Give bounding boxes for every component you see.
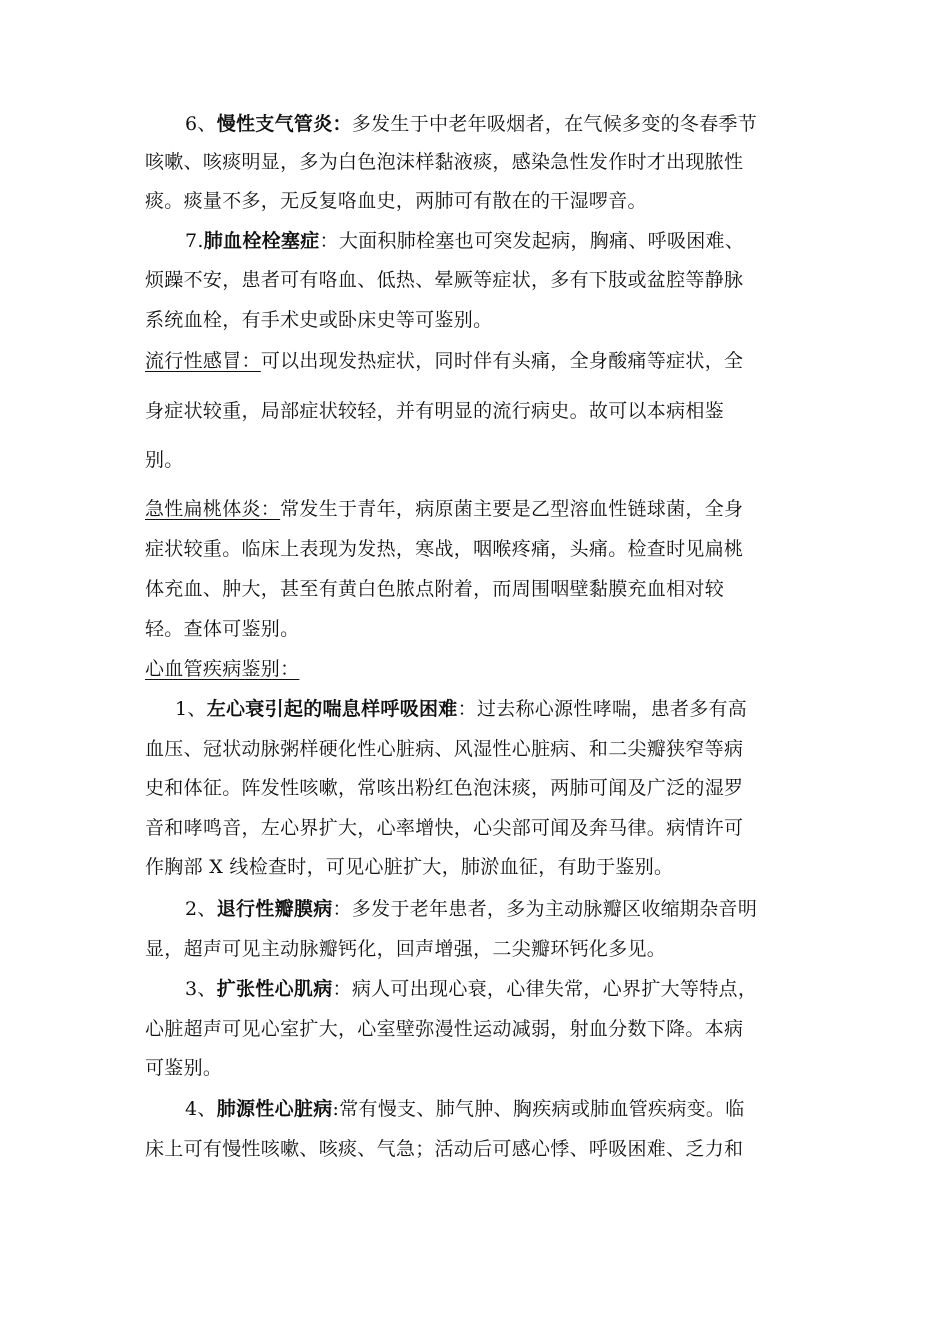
paragraph-pulmonary-heart-disease-line1 bbox=[185, 1097, 745, 1121]
item-text: 多发生于中老年吸烟者，在气候多变的冬春季节 bbox=[351, 113, 758, 135]
paragraph-degenerative-valve-line1 bbox=[185, 897, 757, 921]
paragraph-pulmonary-heart-disease-line2: 床上可有慢性咳嗽、咳痰、气急；活动后可感心悸、呼吸困难、乏力和 bbox=[145, 1138, 744, 1160]
item-text: ：过去称心源性哮喘，患者多有高 bbox=[457, 698, 748, 720]
paragraph-dilated-cardiomyopathy-line2: 心脏超声可见心室扩大，心室壁弥漫性运动减弱，射血分数下降。本病 bbox=[145, 1018, 744, 1040]
item-number: 2、 bbox=[185, 898, 217, 920]
item-title: 流行性感冒： bbox=[145, 350, 261, 372]
paragraph-dilated-cardiomyopathy-line3: 可鉴别。 bbox=[145, 1057, 223, 1079]
section-heading-cardiovascular: 心血管疾病鉴别： bbox=[145, 658, 300, 680]
paragraph-influenza-line3: 别。 bbox=[145, 449, 184, 471]
paragraph-influenza-line1 bbox=[145, 349, 743, 373]
item-title: 左心衰引起的喘息样呼吸困难 bbox=[206, 698, 458, 720]
paragraph-pulmonary-embolism-line3: 系统血栓，有手术史或卧床史等可鉴别。 bbox=[145, 309, 493, 331]
paragraph-chronic-bronchitis-line2: 咳嗽、咳痰明显，多为白色泡沫样黏液痰，感染急性发作时才出现脓性 bbox=[145, 151, 744, 173]
item-text: ：大面积肺栓塞也可突发起病，胸痛、呼吸困难、 bbox=[319, 230, 745, 252]
paragraph-tonsillitis-line2: 症状较重。临床上表现为发热，寒战，咽喉疼痛，头痛。检查时见扁桃 bbox=[145, 538, 744, 560]
item-title: 肺血栓栓塞症 bbox=[203, 230, 320, 252]
paragraph-left-heart-failure-line3: 史和体征。阵发性咳嗽，常咳出粉红色泡沫痰，两肺可闻及广泛的湿罗 bbox=[145, 777, 744, 799]
paragraph-pulmonary-embolism-line2: 烦躁不安，患者可有咯血、低热、晕厥等症状，多有下肢或盆腔等静脉 bbox=[145, 269, 744, 291]
paragraph-influenza-line2: 身症状较重，局部症状较轻，并有明显的流行病史。故可以本病相鉴 bbox=[145, 400, 725, 422]
paragraph-tonsillitis-line3: 体充血、肿大，甚至有黄白色脓点附着，而周围咽壁黏膜充血相对较 bbox=[145, 578, 725, 600]
item-text: ：多发于老年患者，多为主动脉瓣区收缩期杂音明 bbox=[332, 898, 758, 920]
paragraph-chronic-bronchitis-line3: 痰。痰量不多，无反复咯血史，两肺可有散在的干湿啰音。 bbox=[145, 190, 647, 212]
item-text: :常有慢支、肺气肿、胸疾病或肺血管疾病变。临 bbox=[332, 1098, 745, 1120]
item-number: 1、 bbox=[175, 698, 207, 720]
paragraph-left-heart-failure-line1 bbox=[175, 697, 747, 721]
item-number: 4、 bbox=[185, 1098, 217, 1120]
item-title: 慢性支气管炎： bbox=[216, 113, 352, 135]
item-title: 扩张性心肌病 bbox=[216, 978, 333, 1000]
paragraph-degenerative-valve-line2: 显，超声可见主动脉瓣钙化，回声增强，二尖瓣环钙化多见。 bbox=[145, 938, 667, 960]
paragraph-dilated-cardiomyopathy-line1 bbox=[185, 977, 757, 1001]
paragraph-left-heart-failure-line5: 作胸部 X 线检查时，可见心脏扩大，肺淤血征，有助于鉴别。 bbox=[145, 856, 674, 878]
item-text: ：病人可出现心衰，心律失常，心界扩大等特点， bbox=[332, 978, 758, 1000]
item-title: 急性扁桃体炎： bbox=[145, 498, 281, 520]
paragraph-pulmonary-embolism-line1 bbox=[185, 229, 744, 253]
item-number: 7. bbox=[185, 230, 204, 252]
item-text: 常发生于青年，病原菌主要是乙型溶血性链球菌，全身 bbox=[280, 498, 744, 520]
paragraph-tonsillitis-line1 bbox=[145, 497, 743, 521]
paragraph-left-heart-failure-line4: 音和哮鸣音，左心界扩大，心率增快，心尖部可闻及奔马律。病情许可 bbox=[145, 817, 744, 839]
item-title: 肺源性心脏病 bbox=[216, 1098, 333, 1120]
paragraph-chronic-bronchitis-line1 bbox=[185, 112, 757, 136]
paragraph-tonsillitis-line4: 轻。查体可鉴别。 bbox=[145, 618, 300, 640]
item-number: 3、 bbox=[185, 978, 217, 1000]
item-title: 退行性瓣膜病 bbox=[216, 898, 333, 920]
item-number: 6、 bbox=[185, 113, 217, 135]
paragraph-left-heart-failure-line2: 血压、冠状动脉粥样硬化性心脏病、风湿性心脏病、和二尖瓣狭窄等病 bbox=[145, 738, 744, 760]
item-text: 可以出现发热症状，同时伴有头痛，全身酸痛等症状，全 bbox=[260, 350, 744, 372]
